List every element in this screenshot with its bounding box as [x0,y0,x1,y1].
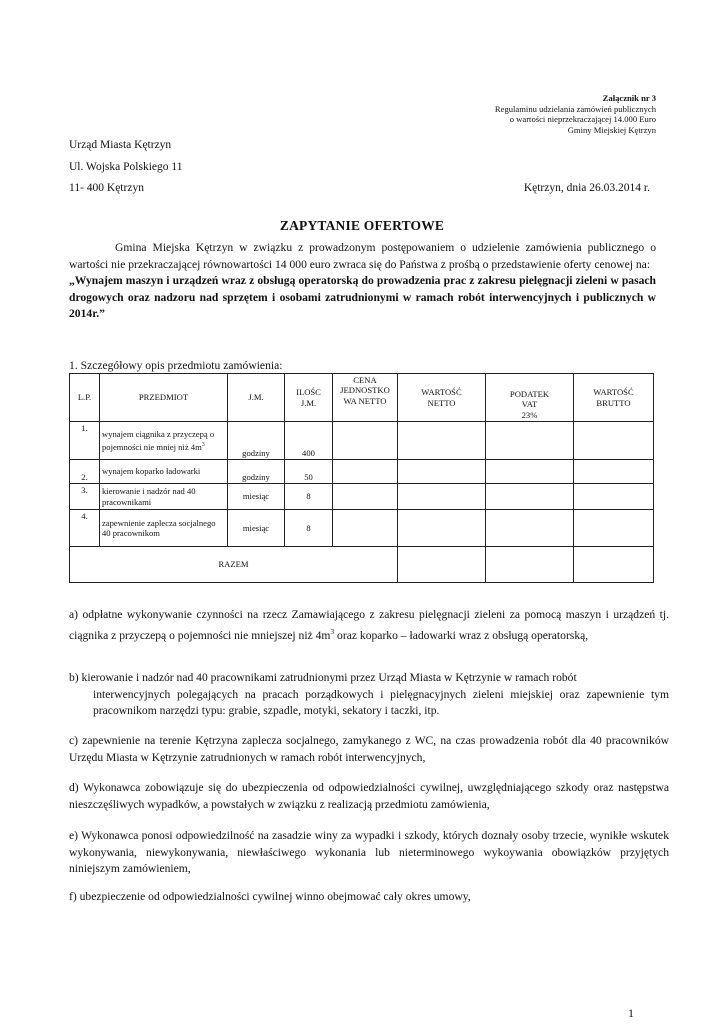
header-unit: J.M. [228,374,285,422]
row-gross-value [574,484,654,510]
paragraph-d: d) Wykonawca zobowiązuje się do ubezpieczenia od odpowiedzialności cywilnej, uwzględniającego szkody oraz następstwa nieszczęśliwych wypadków, a powstałych w związku z realizacją przedmiotu zamówienia, [69,781,669,811]
table-row [70,422,654,460]
paragraph-e: e) Wykonawca ponosi odpowiedzilność na zasadzie winy za wypadki i szkody, których doznały osoby trzecie, wynikłe wskutek wykonywania, niewykonywania, niewłaściwego wykonania lub nieterminowego wykoywania obowiązków przyjętych niniejszym zamówieniem, [69,829,669,876]
row-gross-value [574,510,654,547]
total-gross-value [574,547,654,583]
row-unit-price [333,484,398,510]
row-lp: 2. [70,460,100,484]
paragraph-f: f) ubezpieczenie od odpowiedzialności cywilnej winno obejmować cały okres umowy, [69,890,471,903]
row-net-value [398,422,486,460]
row-quantity: 400 [285,422,333,460]
row-lp: 1. [70,422,100,460]
header-net-value: WARTOŚĆ NETTO [398,374,486,422]
header-subject: PRZEDMIOT [100,374,228,422]
table-total-row [70,547,654,583]
intro-subject: „Wynajem maszyn i urządzeń wraz z obsługą operatorską do prowadzenia prac z zakresu pielęgnacji zieleni w pasach drogowych oraz nadzoru nad sprzętem i osobami zatrudnionymi w ramach robót interwencyjnych i publicznych w 2014r.” [69,274,656,321]
attachment-number: Załącznik nr 3 [602,93,656,103]
row-net-value [398,510,486,547]
table-row [70,460,654,484]
attachment-line: Gminy Miejskiej Kętrzyn [567,124,656,135]
header-quantity: ILOŚC J.M. [285,374,333,422]
row-vat [486,460,574,484]
row-lp: 3. [70,484,100,510]
header-unit-price: CENA JEDNOSTKO WA NETTO [333,374,398,422]
row-unit-price [333,422,398,460]
document-date: Kętrzyn, dnia 26.03.2014 r. [523,182,650,194]
paragraph-b-continuation: interwencyjnych polegających na pracach porządkowych i pielęgnacyjnych zieleni miejskiej oraz zapewnienie tym pracownikom narzędzi typu: grabie, szpadle, motyki, sekatory i taczki, itp. [93,687,669,718]
row-description: zapewnienie zaplecza socjalnego 40 pracownikom [100,510,228,547]
paragraph-b-first-line: b) kierowanie i nadzór nad 40 pracownikami zatrudnionymi przez Urząd Miasta w Kętrzynie w ramach robót [69,671,577,684]
page-number: 1 [628,1006,634,1020]
total-label: RAZEM [70,547,398,583]
row-description: wynajem koparko ładowarki [100,460,228,484]
row-vat [486,510,574,547]
row-quantity: 8 [285,510,333,547]
paragraph-b [69,670,669,720]
attachment-line: o wartości nieprzekraczającej 14.000 Euro [509,114,656,125]
attachment-line: Regulaminu udzielania zamówień publicznych [494,103,656,114]
intro-text: Gmina Miejska Kętrzyn w związku z prowadzonym postępowaniem o udzielenie zamówienia publicznego o wartości nie przekraczającej równowartości 14 000 euro zwraca się do Państwa z prośbą o przedstawienie oferty cenowej na: [69,241,656,271]
sender-city: 11- 400 Kętrzyn [69,182,144,194]
table-row [70,484,654,510]
specification-table [69,373,654,583]
row-description: wynajem ciągnika z przyczepą o pojemności nie mniej niż $4m^3$ [100,422,228,460]
row-quantity: 50 [285,460,333,484]
row-unit-price [333,460,398,484]
attachment-note [495,93,656,135]
sender-street: Ul. Wojska Polskiego 11 [69,161,183,173]
row-unit: godziny [228,460,285,484]
paragraph-c: c) zapewnienie na terenie Kętrzyna zaplecza socjalnego, zamykanego z WC, na czas prowadzenia robót dla 40 pracowników Urzędu Miasta w Kętrzynie zatrudnionych w ramach robót interwencyjnych, [69,734,669,764]
header-lp: L.P. [70,374,100,422]
row-lp: 4. [70,510,100,547]
header-vat: PODATEK VAT 23% [486,374,574,422]
row-gross-value [574,422,654,460]
total-vat [486,547,574,583]
header-gross-value: WARTOŚĆ BRUTTO [574,374,654,422]
row-net-value [398,484,486,510]
table-row [70,510,654,547]
row-vat [486,484,574,510]
row-quantity: 8 [285,484,333,510]
sender-name: Urząd Miasta Kętrzyn [69,139,172,151]
row-vat [486,422,574,460]
section-1-title: 1. Szczegółowy opis przedmiotu zamówienia: [69,359,283,372]
row-unit-price [333,510,398,547]
row-unit: godziny [228,422,285,460]
row-gross-value [574,460,654,484]
row-unit: miesiąc [228,484,285,510]
total-net-value [398,547,486,583]
table-header-row [70,374,654,422]
intro-paragraph [69,240,656,323]
row-unit: miesiąc [228,510,285,547]
row-description: kierowanie i nadzór nad 40 pracownikami [100,484,228,510]
paragraph-a: a) odpłatne wykonywanie czynności na rzecz Zamawiającego z zakresu pielęgnacji zieleni za pomocą maszyn i urządzeń tj. ciągnika z przyczepą o pojemności nie mniejszej niż $4m^3$ oraz koparko – ładowarki wraz z obsługą operatorską, [69,608,669,642]
document-title: ZAPYTANIE OFERTOWE [279,218,445,233]
row-net-value [398,460,486,484]
